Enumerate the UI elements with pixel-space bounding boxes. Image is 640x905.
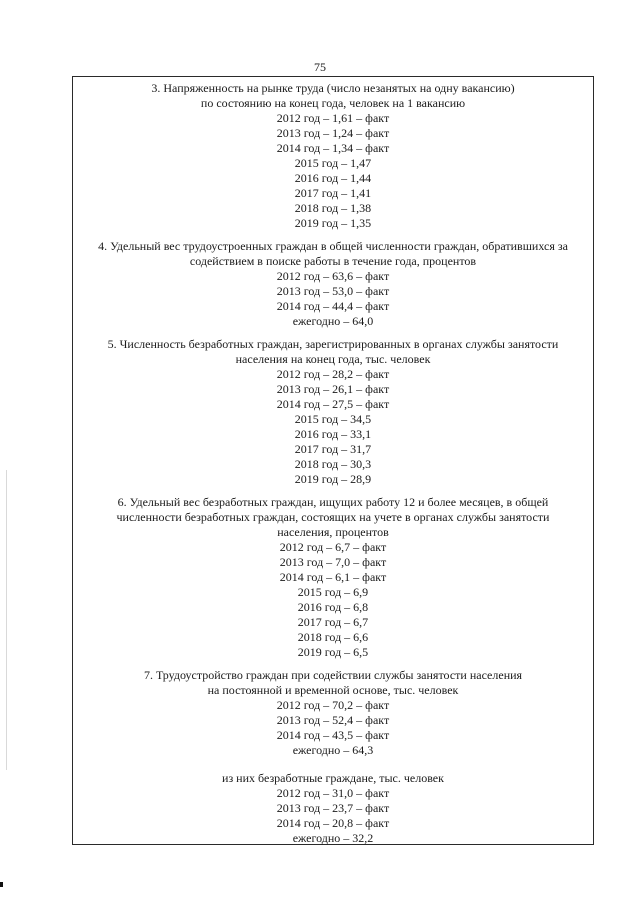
value-line: 2012 год – 70,2 – факт xyxy=(276,698,390,712)
value-line: 2019 год – 1,35 xyxy=(294,216,372,230)
value-line: 2019 год – 6,5 xyxy=(297,645,369,659)
value-line: 2014 год – 1,34 – факт xyxy=(276,141,390,155)
scan-edge-shadow xyxy=(6,470,7,770)
indicator-heading: 7. Трудоустройство граждан при содействии службы занятости населения на постоянной и временной основе, тыс. человек xyxy=(143,668,523,697)
value-line: 2013 год – 7,0 – факт xyxy=(279,555,387,569)
value-line: 2016 год – 6,8 xyxy=(297,600,369,614)
value-line: 2017 год – 1,41 xyxy=(294,186,372,200)
indicator-section-5 xyxy=(73,337,593,487)
indicator-list xyxy=(73,81,593,846)
indicator-values xyxy=(73,269,593,329)
value-line: 2019 год – 28,9 xyxy=(294,472,372,486)
value-line: ежегодно – 64,3 xyxy=(292,743,374,757)
value-line: 2014 год – 44,4 – факт xyxy=(276,299,390,313)
indicator-values xyxy=(73,111,593,231)
indicator-values xyxy=(73,540,593,660)
value-line: 2014 год – 43,5 – факт xyxy=(276,728,390,742)
value-line: 2014 год – 6,1 – факт xyxy=(279,570,387,584)
value-line: 2016 год – 1,44 xyxy=(294,171,372,185)
value-line: 2013 год – 52,4 – факт xyxy=(276,713,390,727)
value-line: 2012 год – 28,2 – факт xyxy=(276,367,390,381)
value-line: 2012 год – 1,61 – факт xyxy=(276,111,390,125)
indicator-values xyxy=(73,367,593,487)
value-line: 2013 год – 53,0 – факт xyxy=(276,284,390,298)
value-line: 2012 год – 6,7 – факт xyxy=(279,540,387,554)
value-line: 2014 год – 27,5 – факт xyxy=(276,397,390,411)
value-line: 2013 год – 26,1 – факт xyxy=(276,382,390,396)
value-line: 2015 год – 1,47 xyxy=(294,156,372,170)
value-line: 2017 год – 6,7 xyxy=(297,615,369,629)
indicator-heading: 3. Напряженность на рынке труда (число незанятых на одну вакансию) по состоянию на конец года, человек на 1 вакансию xyxy=(151,81,515,110)
indicator-section-3 xyxy=(73,81,593,231)
value-line: 2018 год – 30,3 xyxy=(294,457,372,471)
value-line: 2013 год – 23,7 – факт xyxy=(276,801,390,815)
indicator-section-7 xyxy=(73,668,593,846)
value-line: 2017 год – 31,7 xyxy=(294,442,372,456)
indicator-section-6 xyxy=(73,495,593,660)
indicator-heading: 5. Численность безработных граждан, зарегистрированных в органах службы занятости населения на конец года, тыс. человек xyxy=(107,337,559,366)
indicator-heading: 4. Удельный вес трудоустроенных граждан в общей численности граждан, обратившихся за содействием в поиске работы в течение года, процентов xyxy=(98,239,568,268)
indicator-frame xyxy=(72,76,594,845)
value-line: 2013 год – 1,24 – факт xyxy=(276,126,390,140)
page-number: 75 xyxy=(314,60,326,74)
subsection-values xyxy=(73,786,593,846)
indicator-subsection xyxy=(73,771,593,846)
value-line: 2015 год – 34,5 xyxy=(294,412,372,426)
value-line: ежегодно – 64,0 xyxy=(292,314,374,328)
value-line: ежегодно – 32,2 xyxy=(292,831,374,845)
value-line: 2012 год – 31,0 – факт xyxy=(276,786,390,800)
value-line: 2015 год – 6,9 xyxy=(297,585,369,599)
value-line: 2012 год – 63,6 – факт xyxy=(276,269,390,283)
value-line: 2018 год – 6,6 xyxy=(297,630,369,644)
value-line: 2016 год – 33,1 xyxy=(294,427,372,441)
indicator-section-4 xyxy=(73,239,593,329)
subsection-heading: из них безработные граждане, тыс. человек xyxy=(222,771,444,785)
value-line: 2018 год – 1,38 xyxy=(294,201,372,215)
value-line: 2014 год – 20,8 – факт xyxy=(276,816,390,830)
scan-edge-mark xyxy=(0,882,3,887)
indicator-values xyxy=(73,698,593,758)
indicator-heading: 6. Удельный вес безработных граждан, ищущих работу 12 и более месяцев, в общей численности безработных граждан, состоящих на учете в органах службы занятости населения, процентов xyxy=(116,495,550,539)
